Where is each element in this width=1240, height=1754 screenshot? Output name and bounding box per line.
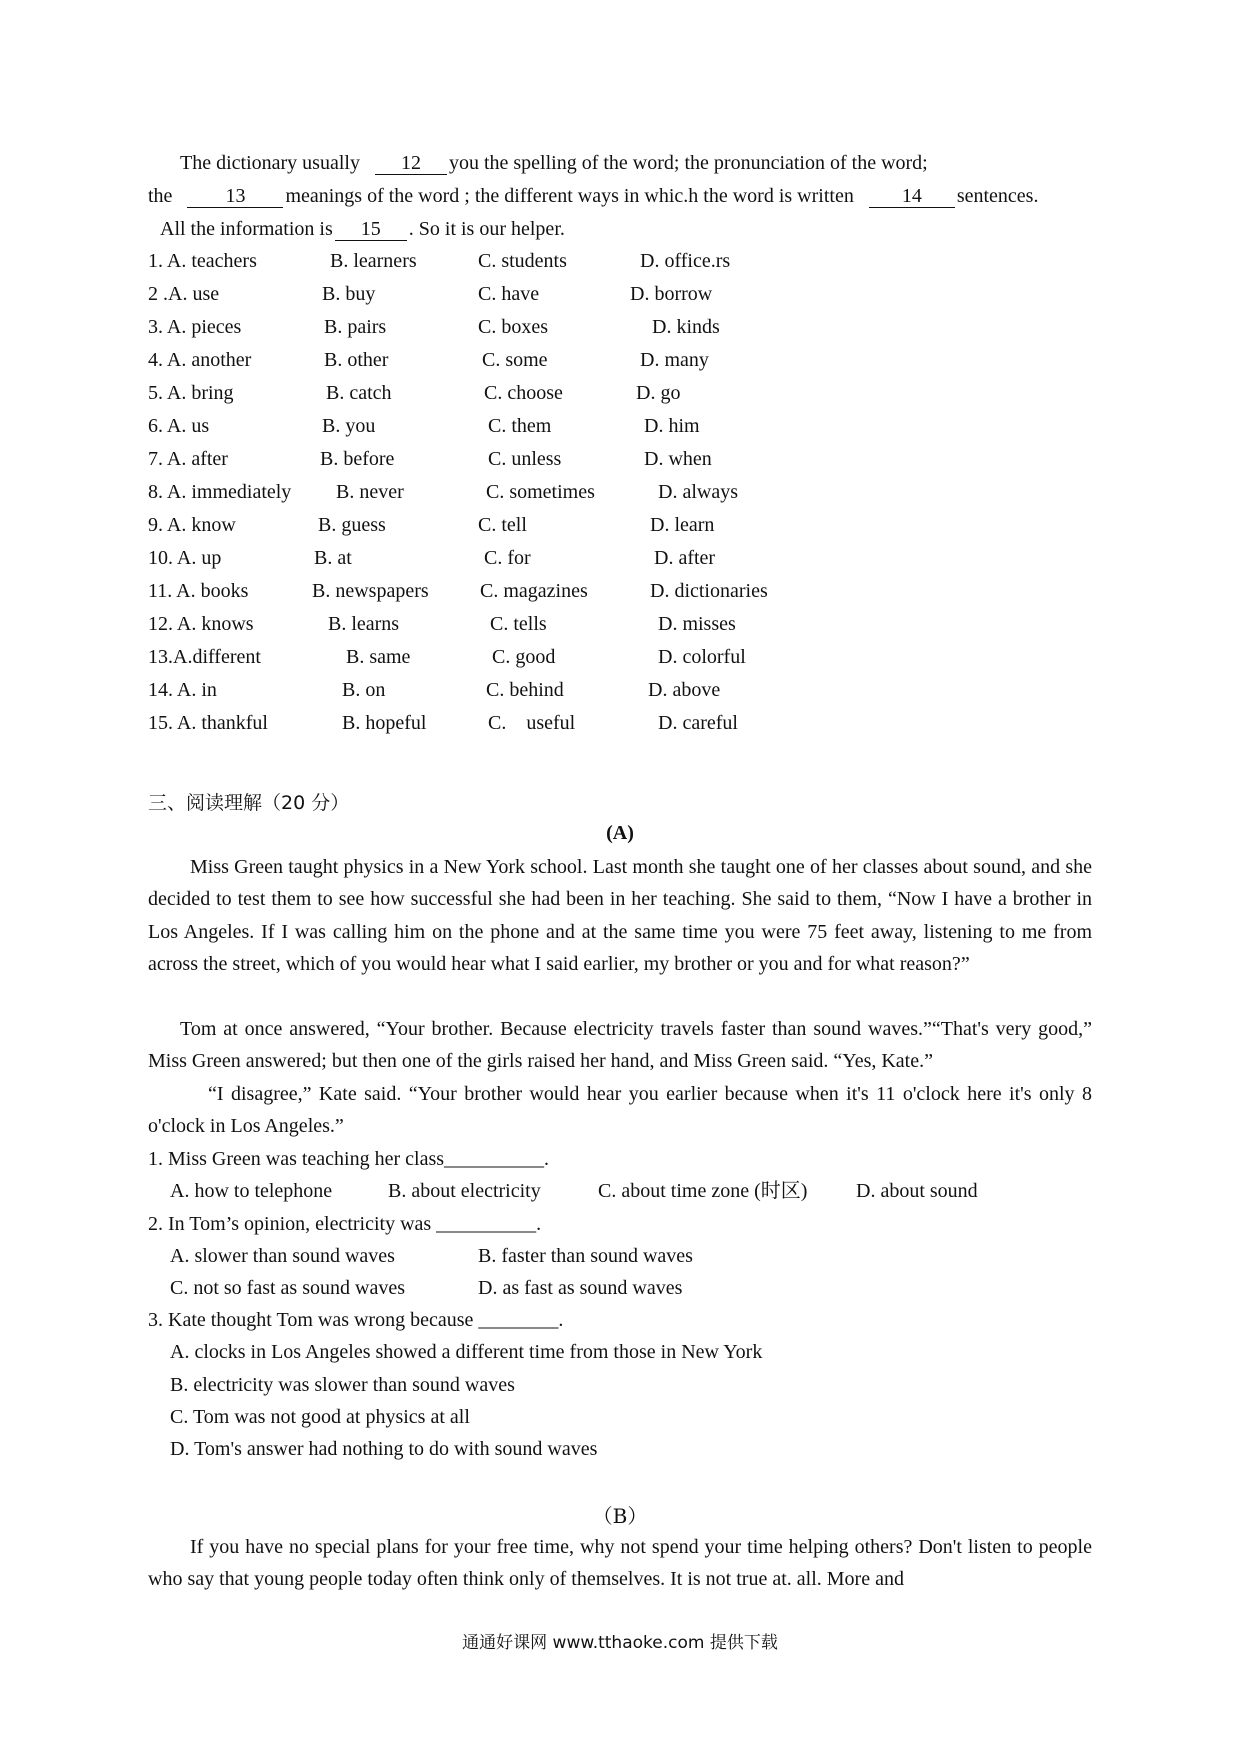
option-a: 8. A. immediately <box>148 481 292 503</box>
paragraph-text: “I disagree,” Kate said. “Your brother would hear you earlier because when it's 11 o'clock here it's only 8 o'clock in Los Angeles.” <box>148 1083 1092 1138</box>
question-3-option-c: C. Tom was not good at physics at all <box>170 1406 470 1428</box>
passage-a-paragraph-1 <box>148 851 1092 981</box>
option-d: D. borrow <box>630 283 713 305</box>
option-b: B. at <box>314 547 352 569</box>
question-2-option-d: D. as fast as sound waves <box>478 1277 683 1299</box>
cloze-text: . So it is our helper. <box>408 218 565 240</box>
option-b: B. guess <box>318 514 386 536</box>
option-c: C. unless <box>488 448 562 470</box>
option-c: C. choose <box>484 382 563 404</box>
option-d: D. dictionaries <box>650 580 768 602</box>
passage-a-paragraph-2 <box>148 1013 1092 1078</box>
option-d: D. office.rs <box>640 250 731 272</box>
question-1-option-a: A. how to telephone <box>170 1180 333 1202</box>
option-d: D. careful <box>658 712 738 734</box>
blank-14: 14 <box>869 185 955 208</box>
cloze-text: All the information is <box>160 218 333 240</box>
cloze-text: you the spelling of the word; the pronunciation of the word; <box>448 152 928 174</box>
option-c: C. them <box>488 415 552 437</box>
option-b: B. newspapers <box>312 580 429 602</box>
option-a: 15. A. thankful <box>148 712 268 734</box>
option-a: 9. A. know <box>148 514 236 536</box>
option-d: D. him <box>644 415 700 437</box>
cloze-line-2 <box>148 183 1038 209</box>
question-3-option-d: D. Tom's answer had nothing to do with sound waves <box>170 1438 598 1460</box>
option-d: D. after <box>654 547 716 569</box>
option-c: C. behind <box>486 679 564 701</box>
option-d: D. above <box>648 679 721 701</box>
question-3-option-a: A. clocks in Los Angeles showed a different time from those in New York <box>170 1341 763 1363</box>
option-d: D. always <box>658 481 738 503</box>
blank-15: 15 <box>335 218 407 241</box>
option-a: 3. A. pieces <box>148 316 242 338</box>
passage-b-paragraph-1 <box>148 1531 1092 1596</box>
option-b: B. before <box>320 448 395 470</box>
page-footer: 通通好课网 www.tthaoke.com 提供下载 <box>462 1633 778 1653</box>
paragraph-text: If you have no special plans for your free time, why not spend your time helping others? Don't listen to people who say that young people today often think only of themselves. It is not true at. all. More and <box>148 1536 1092 1591</box>
passage-a-paragraph-3 <box>148 1078 1092 1143</box>
option-a: 1. A. teachers <box>148 250 257 272</box>
question-1: 1. Miss Green was teaching her class__________. <box>148 1148 550 1170</box>
question-3: 3. Kate thought Tom was wrong because ________. <box>148 1309 564 1331</box>
cloze-text: meanings of the word ; the different ways in whic.h the word is written <box>285 185 854 207</box>
question-3-option-b: B. electricity was slower than sound waves <box>170 1374 515 1396</box>
blank-12: 12 <box>375 152 447 175</box>
question-2-option-b: B. faster than sound waves <box>478 1245 693 1267</box>
passage-b-label: （B） <box>592 1504 648 1528</box>
question-1-option-b: B. about electricity <box>388 1180 541 1202</box>
option-b: B. pairs <box>324 316 387 338</box>
option-a: 12. A. knows <box>148 613 254 635</box>
option-c: C. boxes <box>478 316 548 338</box>
cloze-line-3 <box>160 216 565 242</box>
option-c: C. have <box>478 283 540 305</box>
option-b: B. on <box>342 679 386 701</box>
option-d: D. when <box>644 448 712 470</box>
option-d: D. learn <box>650 514 715 536</box>
section-title: 三、阅读理解（20 分） <box>148 792 350 814</box>
option-a: 13.A.different <box>148 646 261 668</box>
question-2-option-c: C. not so fast as sound waves <box>170 1277 405 1299</box>
option-b: B. learns <box>328 613 400 635</box>
question-1-option-c: C. about time zone (时区) <box>598 1180 808 1202</box>
option-b: B. you <box>322 415 376 437</box>
option-c: C. magazines <box>480 580 588 602</box>
cloze-text: sentences. <box>956 185 1039 207</box>
question-2-option-a: A. slower than sound waves <box>170 1245 395 1267</box>
option-a: 5. A. bring <box>148 382 234 404</box>
paragraph-text: Miss Green taught physics in a New York school. Last month she taught one of her classes about sound, and she decided to test them to see how successful she had been in her teaching. She said to them, “Now I have a brother in Los Angeles. If I was calling him on the phone and at the same time you were 75 feet away, listening to me from across the street, which of you would hear what I said earlier, my brother or you and for what reason?” <box>148 856 1092 976</box>
option-d: D. kinds <box>652 316 720 338</box>
option-a: 6. A. us <box>148 415 210 437</box>
option-d: D. colorful <box>658 646 746 668</box>
option-b: B. learners <box>330 250 417 272</box>
option-b: B. other <box>324 349 389 371</box>
option-a: 10. A. up <box>148 547 222 569</box>
cloze-line-1 <box>180 150 928 176</box>
option-b: B. buy <box>322 283 376 305</box>
question-1-option-d: D. about sound <box>856 1180 978 1202</box>
option-d: D. go <box>636 382 681 404</box>
option-c: C. tell <box>478 514 527 536</box>
option-b: B. catch <box>326 382 392 404</box>
cloze-text: The dictionary usually <box>180 152 360 174</box>
option-a: 11. A. books <box>148 580 249 602</box>
passage-a-label: (A) <box>606 822 634 844</box>
option-c: C. tells <box>490 613 547 635</box>
option-c: C. sometimes <box>486 481 595 503</box>
option-d: D. misses <box>658 613 736 635</box>
question-2: 2. In Tom’s opinion, electricity was __________. <box>148 1213 542 1235</box>
option-c: C. good <box>492 646 556 668</box>
option-a: 2 .A. use <box>148 283 220 305</box>
option-c: C. some <box>482 349 548 371</box>
option-a: 7. A. after <box>148 448 228 470</box>
option-c: C. useful <box>488 712 576 734</box>
option-a: 4. A. another <box>148 349 252 371</box>
blank-13: 13 <box>187 185 283 208</box>
option-b: B. never <box>336 481 404 503</box>
option-b: B. same <box>346 646 411 668</box>
option-d: D. many <box>640 349 709 371</box>
cloze-text: the <box>148 185 173 207</box>
option-c: C. students <box>478 250 567 272</box>
option-a: 14. A. in <box>148 679 217 701</box>
option-c: C. for <box>484 547 531 569</box>
paragraph-text: Tom at once answered, “Your brother. Because electricity travels faster than sound waves.”“That's very good,” Miss Green answered; but then one of the girls raised her hand, and Miss Green said. “Yes, Kate.” <box>148 1018 1092 1073</box>
option-b: B. hopeful <box>342 712 427 734</box>
